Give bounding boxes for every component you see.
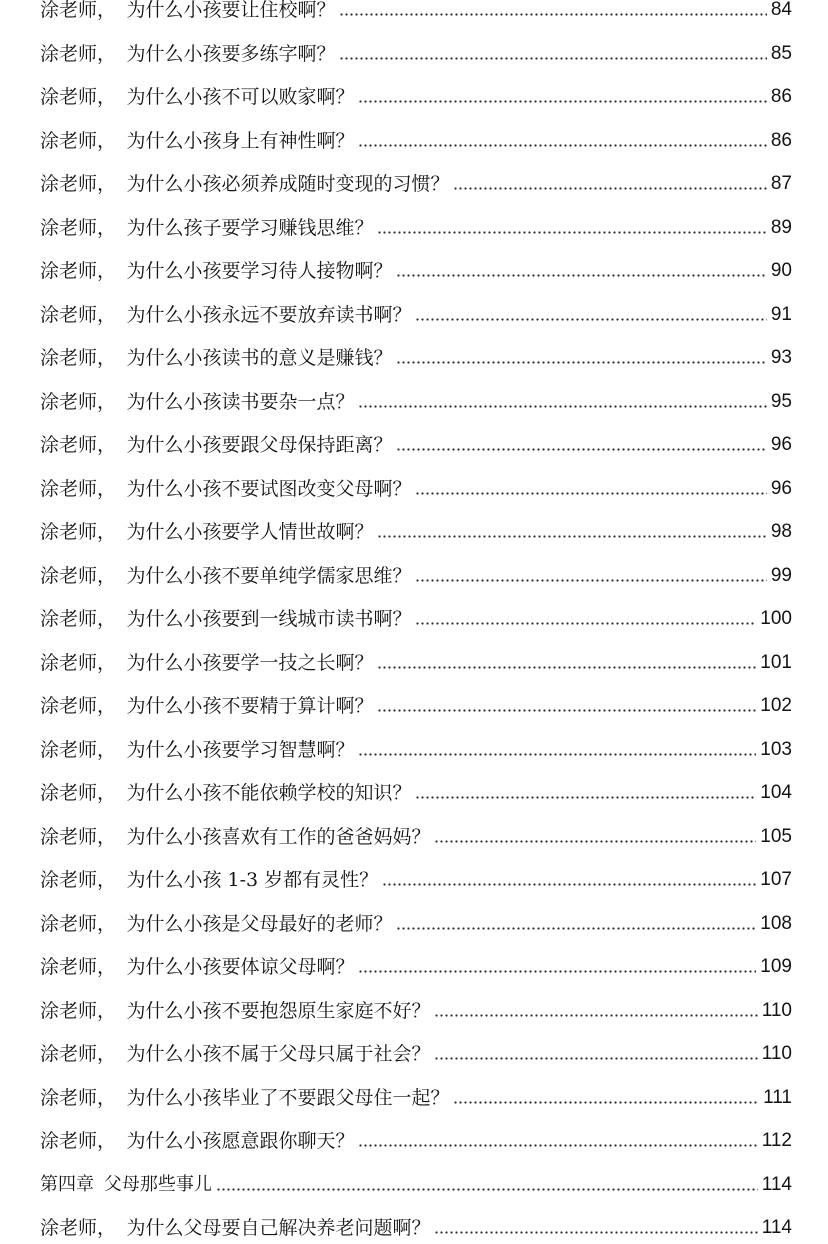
toc-entry-lead: 涂老师， xyxy=(40,521,117,543)
dot-leader xyxy=(434,1057,757,1060)
dot-leader xyxy=(358,1144,757,1147)
toc-entry-lead: 涂老师， xyxy=(40,782,117,804)
toc-entry-question: 为什么小孩毕业了不要跟父母住一起？ xyxy=(126,1086,450,1109)
dot-leader xyxy=(377,231,766,234)
dot-leader xyxy=(358,970,756,973)
toc-page-number: 96 xyxy=(770,477,792,499)
toc-entry-row xyxy=(40,862,792,892)
toc-entry-title xyxy=(40,216,373,240)
toc-entry-title xyxy=(40,477,411,501)
toc-entry-row xyxy=(40,253,792,283)
toc-page-number: 95 xyxy=(770,390,792,412)
toc-page-number: 100 xyxy=(760,608,792,629)
toc-entry-title xyxy=(40,1086,449,1110)
toc-page-number: 112 xyxy=(761,1130,792,1151)
toc-entry-title xyxy=(40,651,373,675)
toc-entry-question: 为什么小孩要跟父母保持距离？ xyxy=(126,434,393,456)
toc-entry-question: 为什么小孩不要试图改变父母啊？ xyxy=(126,477,412,500)
toc-entry-question: 为什么父母要自己解决养老问题啊？ xyxy=(126,1217,431,1239)
toc-entry-title xyxy=(40,1042,430,1066)
toc-entry-question: 为什么小孩要多练字啊？ xyxy=(126,42,336,65)
toc-entry-row xyxy=(40,514,792,544)
toc-entry-question: 为什么小孩不属于父母只属于社会？ xyxy=(126,1043,431,1065)
toc-entry-row xyxy=(40,210,792,240)
toc-entry-row xyxy=(40,775,792,805)
toc-entry-question: 为什么孩子要学习赚钱思维？ xyxy=(126,216,374,239)
toc-entry-row xyxy=(40,732,792,762)
toc-page-number: 91 xyxy=(770,303,792,325)
toc-entry-lead: 涂老师， xyxy=(40,129,117,152)
toc-entry-lead: 涂老师， xyxy=(40,260,117,282)
toc-entry-lead: 涂老师， xyxy=(40,912,117,935)
toc-entry-title xyxy=(40,738,354,762)
toc-entry-question: 为什么小孩要体谅父母啊？ xyxy=(126,956,355,978)
toc-entry-lead: 涂老师， xyxy=(40,1043,117,1065)
toc-page-number: 93 xyxy=(770,347,792,368)
toc-entry-question: 为什么小孩是父母最好的老师？ xyxy=(126,912,393,935)
toc-entry-lead: 涂老师， xyxy=(40,651,117,674)
toc-entry-row xyxy=(40,384,792,414)
dot-leader xyxy=(358,405,766,408)
toc-entry-row xyxy=(40,645,792,675)
toc-entry-question: 为什么小孩要学人情世故啊？ xyxy=(126,521,374,543)
toc-entry-lead: 涂老师， xyxy=(40,825,117,848)
toc-entry-lead: 涂老师， xyxy=(40,390,117,413)
toc-entry-question: 为什么小孩要学习待人接物啊？ xyxy=(126,260,393,282)
toc-page-number: 98 xyxy=(770,521,792,542)
toc-entry-title xyxy=(40,564,411,588)
toc-entry-question: 为什么小孩读书的意义是赚钱？ xyxy=(126,347,393,369)
dot-leader xyxy=(415,579,766,582)
toc-entry-title xyxy=(40,1173,212,1197)
toc-page-number: 87 xyxy=(770,173,792,194)
toc-page-number: 114 xyxy=(761,1173,792,1195)
toc-entry-title xyxy=(40,781,411,805)
toc-entry-title xyxy=(40,129,354,153)
toc-entry-lead: 涂老师， xyxy=(40,695,117,717)
toc-entry-row xyxy=(40,1080,792,1110)
toc-entry-row xyxy=(40,1210,792,1240)
toc-entry-question: 为什么小孩不要单纯学儒家思维？ xyxy=(126,564,412,587)
toc-entry-row xyxy=(40,297,792,327)
dot-leader xyxy=(396,274,766,277)
toc-entry-row xyxy=(40,949,792,979)
toc-entry-title xyxy=(40,607,411,631)
toc-entry-title xyxy=(40,0,335,22)
toc-entry-question: 为什么小孩要学一技之长啊？ xyxy=(126,651,374,674)
toc-entry-title xyxy=(40,1129,354,1153)
toc-entry-row xyxy=(40,166,792,196)
toc-page-number: 90 xyxy=(770,260,792,281)
toc-entry-row xyxy=(40,558,792,588)
toc-page-number: 85 xyxy=(770,42,792,64)
toc-entry-title xyxy=(40,955,354,979)
toc-page-number: 103 xyxy=(760,738,792,760)
toc-chapter-row xyxy=(40,1167,792,1197)
toc-entry-lead: 涂老师， xyxy=(40,608,117,630)
toc-entry-lead: 涂老师， xyxy=(40,1130,117,1152)
toc-entry-row xyxy=(40,471,792,501)
toc-page-number: 84 xyxy=(770,0,792,20)
dot-leader xyxy=(415,492,766,495)
dot-leader xyxy=(453,187,766,190)
toc-entry-row xyxy=(40,427,792,457)
toc-entry-title xyxy=(40,85,354,109)
toc-entry-lead: 涂老师， xyxy=(40,86,117,108)
toc-page-number: 107 xyxy=(760,869,792,890)
toc-entry-lead: 涂老师， xyxy=(40,216,117,239)
toc-entry-lead: 涂老师， xyxy=(40,956,117,978)
toc-entry-row xyxy=(40,906,792,936)
toc-entry-row xyxy=(40,0,792,22)
toc-entry-question: 为什么小孩要让住校啊？ xyxy=(126,0,336,21)
toc-entry-question: 为什么小孩不要精于算计啊？ xyxy=(126,695,374,717)
dot-leader xyxy=(339,13,766,16)
toc-entry-lead: 涂老师， xyxy=(40,869,117,891)
toc-page-number: 99 xyxy=(770,564,792,586)
dot-leader xyxy=(434,1231,757,1234)
toc-entry-question: 为什么小孩要到一线城市读书啊？ xyxy=(126,608,412,630)
toc-page-number: 114 xyxy=(761,1217,792,1238)
dot-leader xyxy=(216,1188,758,1191)
dot-leader xyxy=(434,840,756,843)
toc-entry-lead: 涂老师， xyxy=(40,173,117,195)
toc-entry-question: 为什么小孩身上有神性啊？ xyxy=(126,129,355,152)
toc-entry-row xyxy=(40,993,792,1023)
chapter-title: 父母那些事儿 xyxy=(103,1173,212,1195)
toc-entry-title xyxy=(40,694,373,718)
toc-entry-question: 为什么小孩不能依赖学校的知识？ xyxy=(126,782,412,804)
toc-entry-lead: 涂老师， xyxy=(40,303,117,326)
toc-page-number: 102 xyxy=(760,695,792,716)
toc-page-number: 109 xyxy=(760,956,792,977)
toc-entry-row xyxy=(40,79,792,109)
toc-entry-title xyxy=(40,172,449,196)
toc-entry-question: 为什么小孩 1-3 岁都有灵性？ xyxy=(126,869,379,891)
dot-leader xyxy=(415,796,756,799)
toc-page-number: 96 xyxy=(770,434,792,455)
dot-leader xyxy=(339,57,766,60)
toc-entry-title xyxy=(40,912,392,936)
toc-page-number: 101 xyxy=(760,651,792,673)
toc-page-number: 105 xyxy=(760,825,792,847)
toc-entry-row xyxy=(40,601,792,631)
toc-page-number: 110 xyxy=(761,999,792,1021)
toc-entry-lead: 涂老师， xyxy=(40,434,117,456)
toc-entry-row xyxy=(40,1036,792,1066)
toc-entry-lead: 涂老师， xyxy=(40,347,117,369)
dot-leader xyxy=(396,448,766,451)
dot-leader xyxy=(358,753,756,756)
toc-entry-title xyxy=(40,825,430,849)
toc-entry-row xyxy=(40,340,792,370)
dot-leader xyxy=(377,535,766,538)
toc-page-number: 86 xyxy=(770,129,792,151)
toc-entry-title xyxy=(40,303,411,327)
toc-entry-title xyxy=(40,999,430,1023)
toc-entry-question: 为什么小孩永远不要放弃读书啊？ xyxy=(126,303,412,326)
toc-entry-question: 为什么小孩读书要杂一点？ xyxy=(126,390,355,413)
toc-entry-title xyxy=(40,520,373,544)
toc-page-number: 86 xyxy=(770,86,792,107)
dot-leader xyxy=(434,1014,757,1017)
toc-entry-lead: 涂老师， xyxy=(40,477,117,500)
toc-entry-row xyxy=(40,36,792,66)
dot-leader xyxy=(358,100,766,103)
dot-leader xyxy=(453,1101,759,1104)
toc-entry-question: 为什么小孩不可以败家啊？ xyxy=(126,86,355,108)
toc-entry-row xyxy=(40,688,792,718)
toc-entry-row xyxy=(40,123,792,153)
toc-entry-lead: 涂老师， xyxy=(40,42,117,65)
toc-entry-title xyxy=(40,390,354,414)
toc-page-number: 108 xyxy=(760,912,792,934)
toc-entry-title xyxy=(40,433,392,457)
dot-leader xyxy=(415,318,766,321)
toc-entry-title xyxy=(40,868,378,892)
chapter-number: 第四章 xyxy=(40,1173,94,1195)
dot-leader xyxy=(377,709,756,712)
toc-entry-question: 为什么小孩必须养成随时变现的习惯？ xyxy=(126,173,450,195)
toc-entry-row xyxy=(40,1123,792,1153)
toc-page-number: 89 xyxy=(770,216,792,238)
toc-page-number: 110 xyxy=(761,1043,792,1064)
toc-entry-title xyxy=(40,346,392,370)
toc-entry-row xyxy=(40,819,792,849)
toc-entry-lead: 涂老师， xyxy=(40,999,117,1022)
toc-entry-title xyxy=(40,259,392,283)
toc-entry-title xyxy=(40,1216,430,1240)
toc-entry-lead: 涂老师， xyxy=(40,738,117,761)
toc-page-number: 111 xyxy=(763,1086,792,1108)
toc-entry-lead: 涂老师， xyxy=(40,1086,117,1109)
dot-leader xyxy=(396,927,756,930)
toc-entry-question: 为什么小孩愿意跟你聊天？ xyxy=(126,1130,355,1152)
toc-entry-lead: 涂老师， xyxy=(40,564,117,587)
toc-entry-question: 为什么小孩喜欢有工作的爸爸妈妈？ xyxy=(126,825,431,848)
dot-leader xyxy=(358,144,766,147)
dot-leader xyxy=(377,666,756,669)
toc-entry-question: 为什么小孩不要抱怨原生家庭不好？ xyxy=(126,999,431,1022)
toc-page-number: 104 xyxy=(760,782,792,803)
toc-entry-lead: 涂老师， xyxy=(40,0,117,21)
toc-entry-title xyxy=(40,42,335,66)
toc-entry-question: 为什么小孩要学习智慧啊？ xyxy=(126,738,355,761)
dot-leader xyxy=(382,883,756,886)
dot-leader xyxy=(396,361,766,364)
dot-leader xyxy=(415,622,756,625)
toc-entry-lead: 涂老师， xyxy=(40,1217,117,1239)
